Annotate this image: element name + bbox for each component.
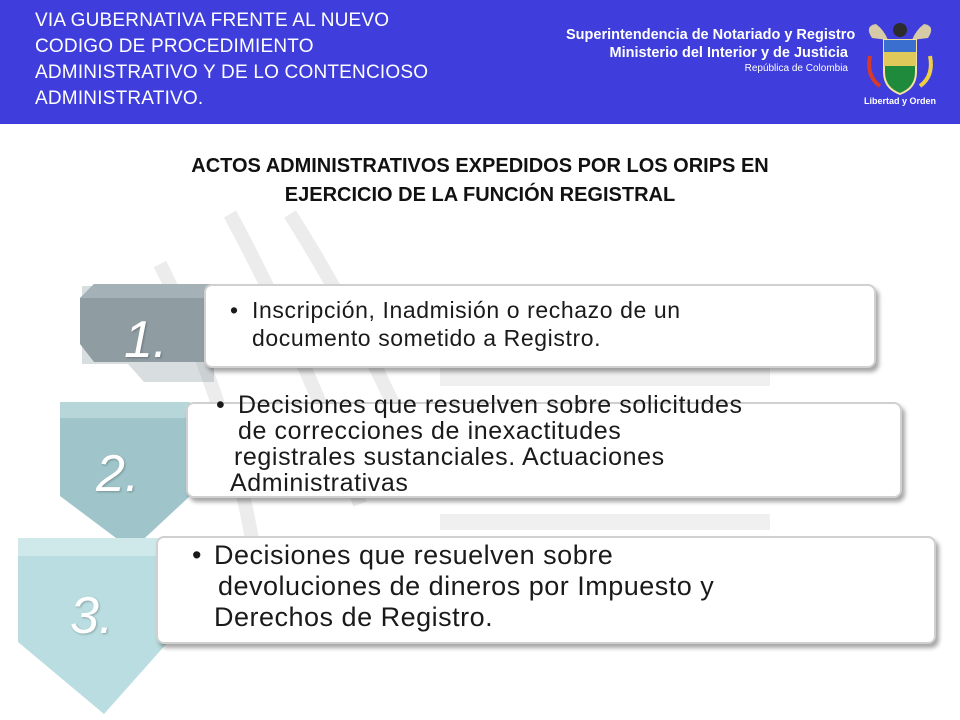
item-text-span: Decisiones que resuelven sobre <box>214 540 614 570</box>
item-number: 2. <box>96 445 140 503</box>
page-title-line: ACTOS ADMINISTRATIVOS EXPEDIDOS POR LOS ORIPS EN <box>191 155 769 177</box>
item-text <box>230 296 681 352</box>
item-text-line: devoluciones de dineros por Impuesto y <box>218 571 715 601</box>
header-title-line: ADMINISTRATIVO Y DE LO CONTENCIOSO <box>35 62 429 83</box>
page-title <box>40 152 920 210</box>
item-text-line <box>192 540 714 571</box>
org-line: Superintendencia de Notariado y Registro <box>566 27 856 43</box>
header-title-line: ADMINISTRATIVO. <box>35 88 204 109</box>
header-band <box>0 0 960 124</box>
item-text <box>192 540 714 633</box>
bullet-icon: • <box>230 297 239 323</box>
item-text-span: Inscripción, Inadmisión o rechazo de un <box>252 297 681 323</box>
bullet-icon: • <box>192 540 202 570</box>
page-title-line: EJERCICIO DE LA FUNCIÓN REGISTRAL <box>284 184 676 206</box>
item-number: 1. <box>124 311 168 369</box>
item-text-line: de correcciones de inexactitudes <box>238 417 622 445</box>
organization-name <box>566 26 856 76</box>
seal-motto: Libertad y Orden <box>863 96 936 106</box>
item-number: 3. <box>70 587 114 645</box>
item-text-line: Administrativas <box>230 469 409 497</box>
item-text-line <box>216 392 743 418</box>
item-text-line: registrales sustanciales. Actuaciones <box>234 443 665 471</box>
header-title-line: CODIGO DE PROCEDIMIENTO <box>35 36 314 57</box>
item-text-line <box>230 296 681 324</box>
item-text-span: Decisiones que resuelven sobre solicitudes <box>238 391 743 419</box>
item-text-line: documento sometido a Registro. <box>252 325 602 351</box>
org-line: Ministerio del Interior y de Justicia <box>609 45 848 61</box>
item-text-line: Derechos de Registro. <box>214 602 494 632</box>
org-line: República de Colombia <box>744 63 848 74</box>
bullet-icon: • <box>216 391 226 419</box>
header-title-line: VIA GUBERNATIVA FRENTE AL NUEVO <box>35 10 390 31</box>
item-text <box>216 392 743 496</box>
header-title <box>35 8 535 112</box>
